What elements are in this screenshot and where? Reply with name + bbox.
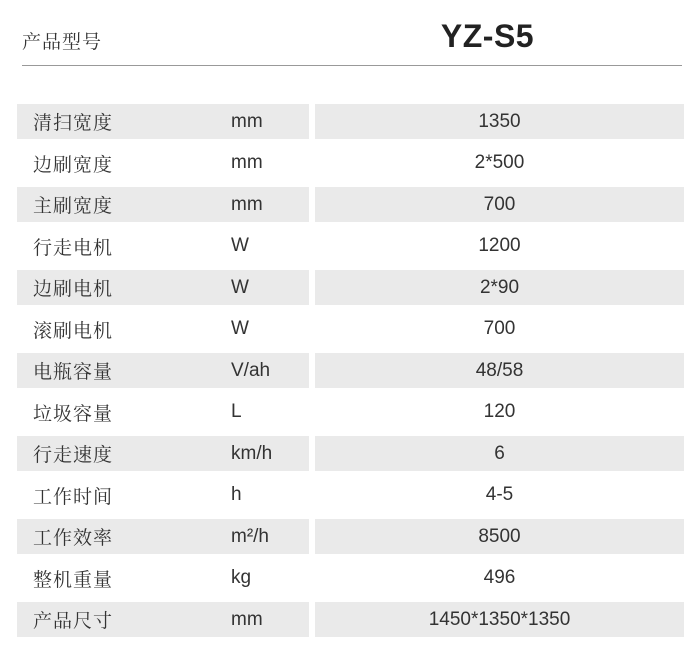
spec-left-cell	[17, 478, 309, 513]
table-row	[17, 187, 684, 222]
table-row	[17, 519, 684, 554]
spec-unit: W	[231, 235, 249, 256]
spec-value: 1200	[478, 235, 521, 256]
spec-left-cell	[17, 602, 309, 637]
table-row	[17, 312, 684, 347]
spec-right-cell	[315, 395, 684, 430]
spec-right-cell	[315, 353, 684, 388]
table-row	[17, 104, 684, 139]
spec-right-cell	[315, 187, 684, 222]
spec-right-cell	[315, 229, 684, 264]
spec-left-cell	[17, 561, 309, 596]
spec-value: 700	[483, 318, 516, 339]
spec-unit: m²/h	[231, 525, 269, 547]
spec-right-cell	[315, 104, 684, 139]
spec-left-cell	[17, 395, 309, 430]
spec-left-cell	[17, 270, 309, 305]
table-row	[17, 602, 684, 637]
spec-value: 120	[483, 401, 516, 422]
spec-value: 2*500	[474, 152, 525, 173]
spec-table	[17, 104, 684, 637]
spec-right-cell	[315, 436, 684, 471]
spec-left-cell	[17, 187, 309, 222]
spec-unit: W	[231, 318, 249, 339]
spec-right-cell	[315, 270, 684, 305]
table-row	[17, 353, 684, 388]
table-row	[17, 229, 684, 264]
spec-unit: mm	[231, 110, 263, 132]
spec-right-cell	[315, 312, 684, 347]
spec-right-cell	[315, 146, 684, 181]
spec-unit: V/ah	[231, 359, 271, 381]
spec-name: 电瓶容量	[33, 362, 114, 383]
header	[0, 0, 697, 66]
product-model-value: YZ-S5	[440, 18, 535, 54]
spec-left-cell	[17, 312, 309, 347]
table-row	[17, 561, 684, 596]
spec-unit: L	[231, 401, 242, 422]
spec-name: 工作效率	[33, 528, 114, 549]
spec-name: 产品尺寸	[33, 611, 114, 632]
spec-value: 6	[494, 442, 505, 464]
spec-name: 清扫宽度	[33, 113, 114, 134]
spec-unit: h	[231, 484, 242, 505]
table-row	[17, 270, 684, 305]
spec-unit: kg	[231, 567, 252, 588]
spec-left-cell	[17, 146, 309, 181]
spec-name: 边刷宽度	[33, 154, 114, 176]
product-model-label: 产品型号	[22, 32, 103, 53]
table-row	[17, 436, 684, 471]
spec-unit: mm	[231, 193, 263, 215]
spec-left-cell	[17, 436, 309, 471]
spec-unit: km/h	[231, 442, 273, 464]
spec-value: 1350	[478, 110, 521, 132]
table-row	[17, 478, 684, 513]
spec-value: 496	[483, 567, 516, 588]
spec-left-cell	[17, 229, 309, 264]
spec-unit: mm	[231, 608, 263, 630]
spec-left-cell	[17, 353, 309, 388]
spec-name: 边刷电机	[33, 279, 114, 300]
spec-value: 48/58	[475, 359, 524, 381]
spec-name: 工作时间	[33, 486, 114, 508]
spec-value: 700	[483, 193, 516, 215]
header-divider	[22, 65, 682, 66]
table-row	[17, 146, 684, 181]
table-row	[17, 395, 684, 430]
spec-name: 行走速度	[33, 445, 114, 466]
spec-right-cell	[315, 478, 684, 513]
spec-right-cell	[315, 561, 684, 596]
spec-name: 垃圾容量	[33, 403, 114, 425]
spec-unit: W	[231, 276, 249, 298]
spec-value: 4-5	[485, 484, 514, 505]
spec-name: 主刷宽度	[33, 196, 114, 217]
spec-value: 2*90	[479, 276, 520, 298]
spec-value: 1450*1350*1350	[428, 608, 571, 630]
spec-name: 整机重量	[33, 569, 114, 591]
spec-left-cell	[17, 519, 309, 554]
spec-name: 行走电机	[33, 237, 114, 259]
spec-right-cell	[315, 602, 684, 637]
spec-unit: mm	[231, 152, 263, 173]
spec-name: 滚刷电机	[33, 320, 114, 342]
spec-left-cell	[17, 104, 309, 139]
spec-right-cell	[315, 519, 684, 554]
spec-value: 8500	[478, 525, 521, 547]
